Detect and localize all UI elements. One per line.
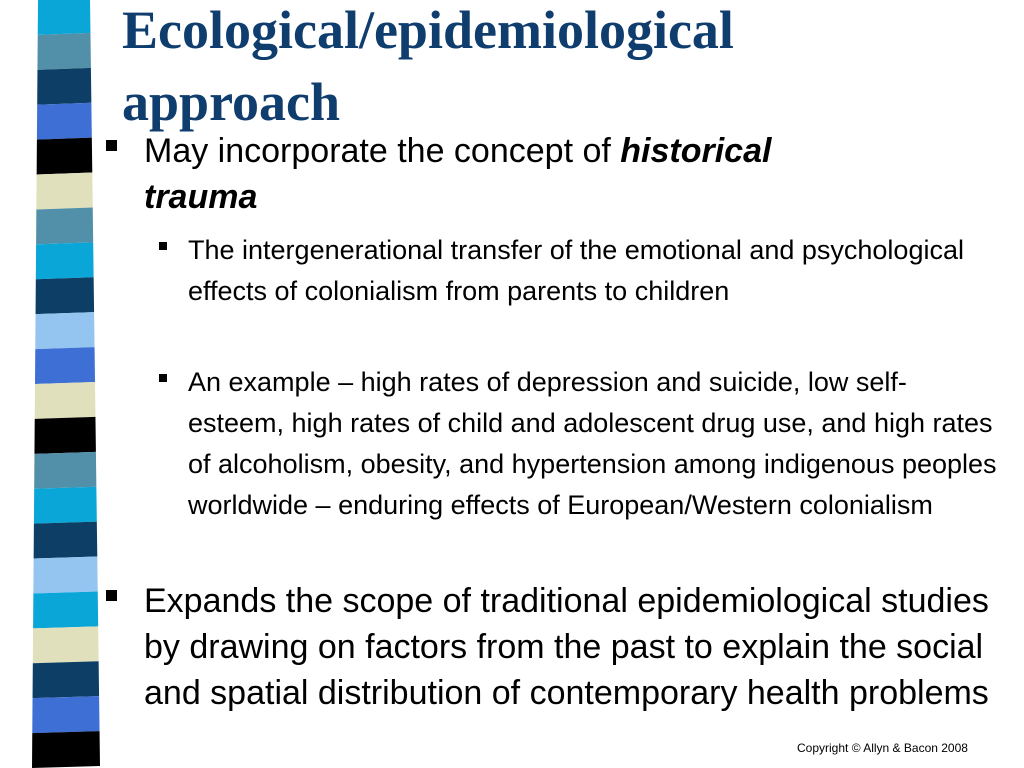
stripe-segment (35, 382, 96, 419)
stripe-segment (33, 661, 100, 698)
title-line-1: Ecological/epidemiological (122, 0, 734, 60)
stripe-segment (33, 557, 97, 594)
stripe-segment (34, 417, 95, 454)
stripe-segment (32, 696, 99, 733)
copyright-notice: Copyright © Allyn & Bacon 2008 (797, 741, 968, 755)
square-bullet-icon (159, 374, 167, 382)
square-bullet-icon (106, 140, 117, 151)
slide-title (122, 0, 1002, 138)
stripe-segment (33, 591, 98, 628)
bullet-emphasis-cont: trauma (144, 178, 258, 216)
stripe-segment (37, 103, 92, 140)
stripe-segment (35, 347, 95, 384)
decorative-color-stripe (0, 0, 110, 768)
stripe-segment (38, 0, 91, 35)
bullet-expands-scope (106, 578, 1006, 716)
bullet-historical-trauma (106, 128, 1006, 220)
stripe-segment (36, 173, 92, 210)
stripe-segment (34, 452, 96, 489)
stripe-segment (36, 207, 93, 244)
stripe-segment (33, 626, 99, 663)
square-bullet-icon (159, 242, 167, 250)
stripe-segment (36, 277, 95, 314)
stripe-segment (36, 242, 94, 279)
bullet-emphasis: historical (620, 132, 772, 170)
sub-bullet-text: The intergenerational transfer of the emotional and psychological effects of colonialism from parents to children (188, 235, 964, 306)
sub-bullet-text: An example – high rates of depression and suicide, low self-esteem, high rates of child and adolescent drug use, and high rates of alcoholism, obesity, and hypertension among indigenous peoples worldwide – enduring effects of European/Western colonialism (188, 367, 997, 520)
sub-bullet-definition (159, 230, 999, 312)
stripe-segment (37, 33, 90, 70)
title-line-2: approach (122, 72, 341, 132)
stripe-segment (32, 731, 100, 768)
stripe-segment (37, 138, 93, 175)
stripe-segment (37, 68, 91, 105)
square-bullet-icon (106, 590, 117, 601)
bullet-text: Expands the scope of traditional epidemiological studies by drawing on factors from the past to explain the social and spatial distribution of contemporary health problems (144, 582, 989, 712)
stripe-segment (34, 487, 97, 524)
stripe-segment (34, 522, 98, 559)
stripe-segment (35, 312, 94, 349)
sub-bullet-example (159, 362, 999, 526)
bullet-text: May incorporate the concept of (144, 132, 621, 170)
